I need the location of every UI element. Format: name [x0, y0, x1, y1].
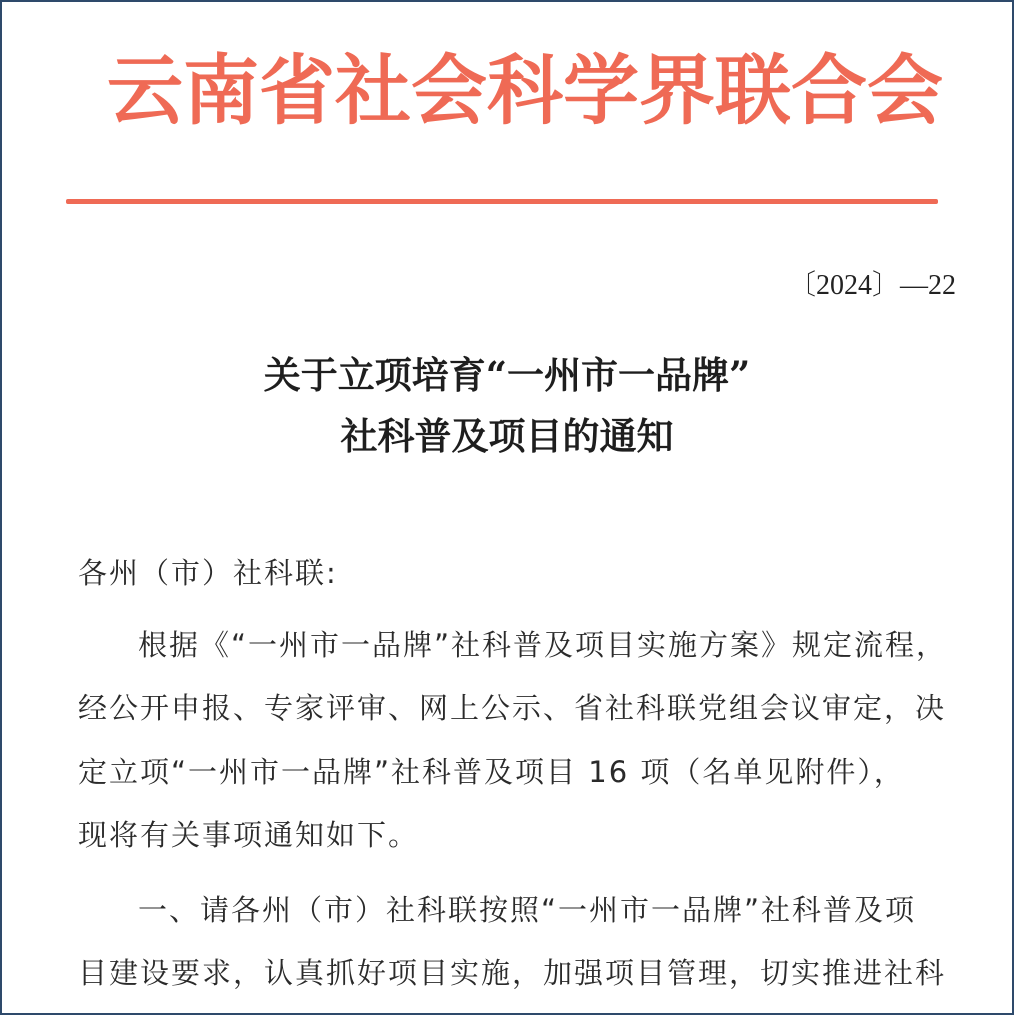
- body-line-2: 经公开申报、专家评审、网上公示、省社科联党组会议审定，决: [78, 691, 947, 725]
- body-line-1: 根据《“一州市一品牌”社科普及项目实施方案》规定流程，: [138, 628, 948, 662]
- body-line-6: 目建设要求，认真抓好项目实施，加强项目管理，切实推进社科: [78, 956, 947, 990]
- body-line-4: 现将有关事项通知如下。: [78, 818, 420, 852]
- body-line-3: 定立项“一州市一品牌”社科普及项目 16 项（名单见附件），: [78, 755, 905, 789]
- notice-title-line-2: 社科普及项目的通知: [340, 414, 674, 458]
- notice-title-line-1: 关于立项培育“一州市一品牌”: [263, 353, 751, 397]
- body-line-5: 一、请各州（市）社科联按照“一州市一品牌”社科普及项: [138, 893, 917, 927]
- red-header-rule: [66, 199, 938, 204]
- organization-header: 云南省社会科学界联合会: [107, 46, 943, 135]
- document-number: 〔2024〕—22: [787, 270, 956, 301]
- salutation: 各州（市）社科联:: [78, 556, 338, 590]
